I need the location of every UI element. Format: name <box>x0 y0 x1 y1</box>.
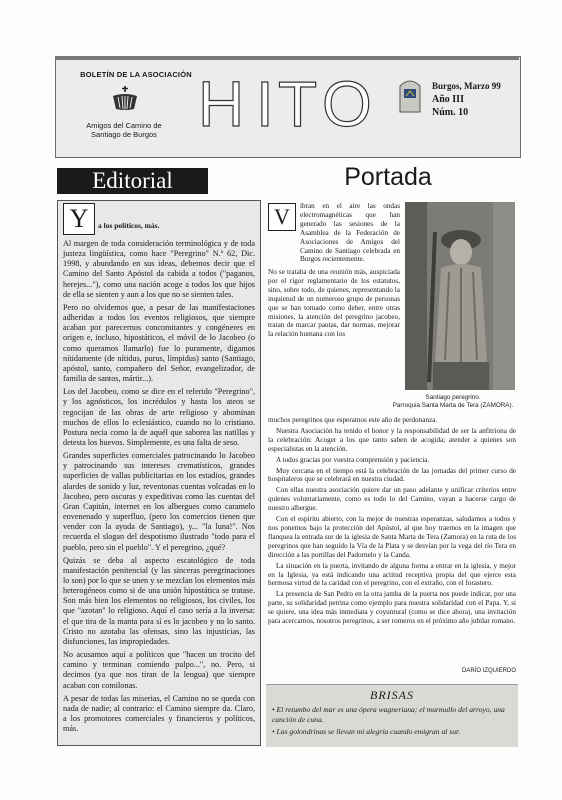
brisas-title: BRISAS <box>370 688 414 702</box>
portada-narrow-column <box>268 268 400 341</box>
brisas-list <box>272 705 514 740</box>
association-name <box>62 121 186 139</box>
association-name-line1: Amigos del Camino de <box>86 121 162 130</box>
masthead-top-rule <box>55 56 519 60</box>
portada-paragraph: Con ellas nuestra asociación quiere dar un paso adelante y unificar criterios entre quienes voluntariamente, como es todo lo del Camino, vayan a hacerse cargo de nuestro albergue. <box>268 486 516 513</box>
santiago-pilgrim-statue-photo <box>405 202 515 390</box>
portada-paragraph: La presencia de San Pedro en la otra jamba de la puerta nos puede indicar, por una parte, su solidaridad petrina como ejemplo para nuestra solidaridad con el Papa. Y, si se quiere, una idea más inmediata y coyuntural (como se dice ahora), una invitación para acercarnos, nosotros peregrinos, a ser romeros en el próximo año jubilar romano. <box>268 590 516 626</box>
editorial-dropcap: Y <box>63 203 95 235</box>
portada-body <box>268 416 516 628</box>
editorial-paragraph: Quizás se deba al aspecto escatológico de toda manifestación penitencial (y las sinceras peregrinaciones lo son) por lo que se unen y se mezclan los elementos más heterogéneos como si de una unión hipostática se tratase. Son más bien los elementos no religiosos, los civiles, los que "azotan" lo religioso. Aquí el caso sería a la inversa: el que tira de la manta para sí es lo jacobeo y no lo santo. Cristo no azotaba las ofensas, sino las injusticias, las disfunciones, las impropiedades. <box>63 555 255 646</box>
association-name-line2: Santiago de Burgos <box>91 130 157 139</box>
portada-intro: ibran en el aire las ondas electromagnéticas que han generado las sesiones de la Asamblea de la Federación de Asociaciones de Amigos del Camino de Santiago celebrada en Burgos recientemente. <box>300 202 400 264</box>
portada-paragraph: A todos gracias por vuestra comprensión y paciencia. <box>276 455 430 464</box>
issue-number: Núm. 10 <box>432 107 469 118</box>
portada-paragraph: Con el espíritu abierto, con la mejor de nuestras esperanzas, saludamos a todos y nos ponemos bajo la protección del Apóstol, al que hoy traemos en la imagen que flanquea la entrada sur de la iglesia de Santa Marta de Tera (Zamora) en la ruta de los peregrinos que han seguido la Vía de la Plata y se desvían por la vega del río Tera en dirección a las portillas del Padornelo y la Canda. <box>268 515 516 559</box>
portada-dropcap: V <box>268 203 296 231</box>
issue-info <box>432 80 518 119</box>
portada-paragraph: No se trataba de una reunión más, auspiciada por el rigor reglamentario de los estatutos, sino, sobre todo, de quienes, representando la inquietud de un numeroso grupo de personas que se han tomado como deber, entre otras misiones, la atención del peregrino jacobeo, tratan de marcar pautas, dar normas, mejorar la relación humana con los <box>268 268 400 339</box>
brisas-item: • Las golondrinas se llevan mi alegría cuando emigran al sur. <box>272 727 461 737</box>
portada-paragraph: Muy cercana en el tiempo está la celebración de las jornadas del primer curso de hospitaleros que se celebrará en nuestra ciudad. <box>268 466 516 484</box>
editorial-paragraph: No acusamos aquí a políticos que "hacen un trocito del camino y terminan comiendo pulpo...", no. Pero, si decimos (ya que nos tiran de la lengua) que siempre acaban con comilonas. <box>63 650 255 690</box>
editorial-paragraph: Grandes superficies comerciales patrocinando lo Jacobeo y patrocinando sus intereses crematísticos, grandes superficies de vallas publicitarias en los estadios, grandes alardes de sonido y luz, reventonas cuentas volcadas en lo Jacobeo, pero oscuras y expeditivas como las cuentas del Gran Capitán, internet en los albergues como caramelo envenenado y superfluo, (pero los comercios tienen que vender con la ayuda de Santiago), y... "la luna!". Nos recuerda el slogan del despotismo ilustrado "todo para el pueblo, pero sin el pueblo". Y el peregrino, ¿qué? <box>63 451 255 552</box>
editorial-body <box>63 239 255 737</box>
brisas-item: • El retumbo del mar es una ópera wagneriana; el murmullo del arroyo, una canción de cuna. <box>272 705 505 724</box>
editorial-title: Editorial <box>92 168 173 193</box>
masthead-letter-i: I <box>256 68 274 140</box>
portada-paragraph: Nuestra Asociación ha tenido el honor y la responsabilidad de ser la anfitriona de la celebración: Acoger a los que tanto saben de acogida; atender a quienes son especialistas en la atención. <box>268 426 516 453</box>
issue-place-date: Burgos, Marzo 99 <box>432 81 501 91</box>
masthead-letter-t: T <box>278 68 318 140</box>
editorial-paragraph: A pesar de todas las miserias, el Camino no se queda con nada de nadie; al contrario: el Camino siempre da. Claro, a los promotores comerciales y financieros y políticos, más. <box>63 693 255 734</box>
editorial-paragraph: Los del Jacobeo, como se dice en el referido "Peregrino", y los agnósticos, los incrédulos y hasta los ateos se regocijan de las obras de arte religioso y abominan muchos de ellos lo eclesiástico, cuando no lo cristiano. Postura necia como la de aquél que saborea las natillas y detesta los huevos. Simplemente, es una falta de seso. <box>63 387 255 447</box>
portada-paragraph: muchos peregrinos que esperamos este año de perdonanza. <box>268 416 438 424</box>
issue-year: Año III <box>432 94 464 105</box>
photo-caption <box>392 394 514 410</box>
portada-paragraph: La situación en la puerta, invitando de alguna forma a entrar en la iglesia, y mejor en la Iglesia, ya está indicando una actitud receptiva propia del que ejerce esta hermosa virtud de la caridad con el peregrino, con el extraño, con el forastero. <box>268 561 516 588</box>
portada-title: Portada <box>344 163 432 191</box>
photo-caption-line1: Santiago peregrino. <box>425 394 481 401</box>
association-title: BOLETÍN DE LA ASOCIACIÓN <box>80 70 192 79</box>
masthead-title <box>198 70 376 140</box>
masthead-letter-h: H <box>198 68 245 140</box>
scallop-shell-cross-icon <box>110 82 140 112</box>
masthead-letter-o: O <box>322 68 372 140</box>
milestone-icon <box>396 76 424 114</box>
author-signature: DARÍO IZQUIERDO <box>461 668 516 674</box>
photo-caption-line2: Parroquia Santa Marta de Tera (ZAMORA). <box>392 402 514 409</box>
editorial-paragraph: Pero no olvidemos que, a pesar de las manifestaciones adheridas a todos los eventos religiosos, que siempre acaban por parecernos concomitantes y congéneres en origen e, incluso, hipostáticos, el móvil de lo Jacobeo (o como queramos llamarlo) fue lo puramente, digamos nítidamente (de nítidus, purus, límpidus) santo (Santiago, apóstol, santo, compañero del Señor, evangelizador, de familia de santos, mártir...). <box>63 302 255 384</box>
editorial-lead: a los políticos, más. <box>98 221 160 230</box>
editorial-paragraph: Al margen de toda consideración terminológica y de toda justeza lingüística, como hace "Peregrino" N.º 62, Dic. 1998, y abundando en sus ideas, debemos decir que el Camino del Santo Apóstol da cabida a todos ("paganos, herejes..."), como una nación acoge a todos los que hijos de ella se sienten y aun a los que no se sienten tales. <box>63 239 255 299</box>
